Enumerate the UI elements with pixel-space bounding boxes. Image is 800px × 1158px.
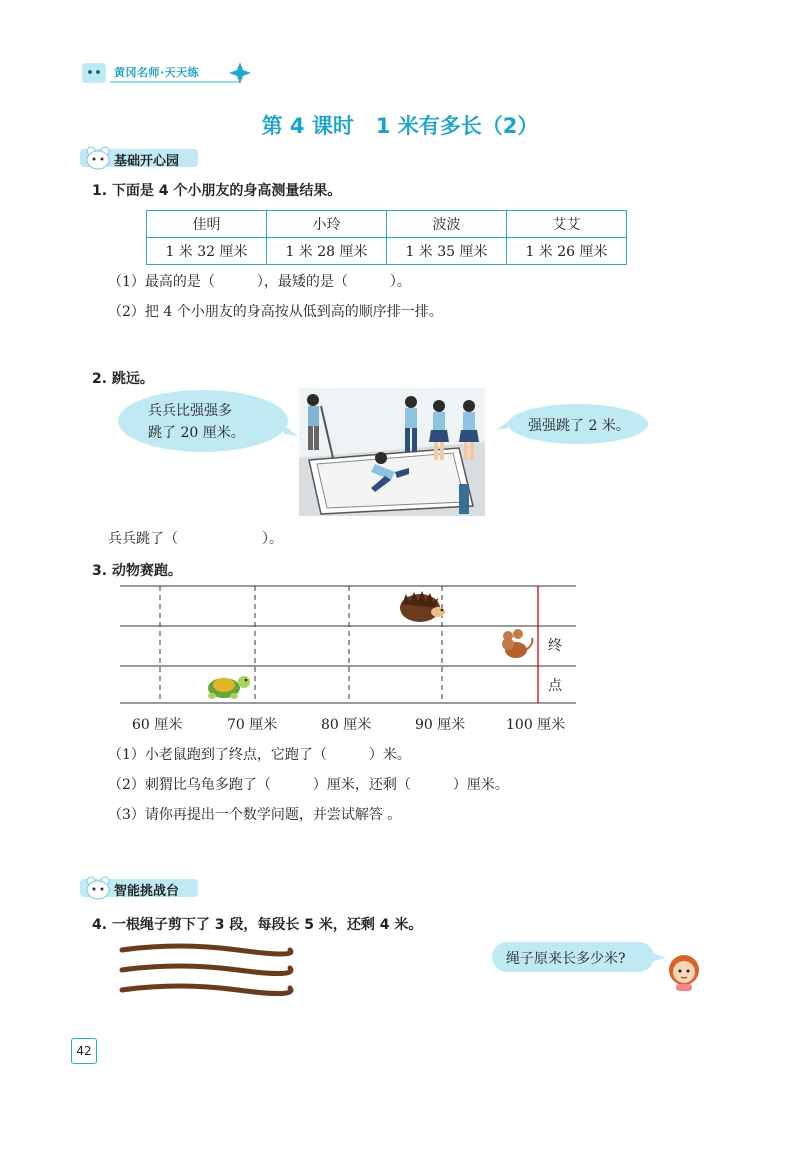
table-cell: 艾艾 <box>507 211 627 238</box>
q3-sub2: （2）刺猬比乌龟多跑了（ ）厘米，还剩（ ）厘米。 <box>108 777 509 793</box>
hedgehog-icon <box>400 591 445 622</box>
lesson-number: 第 4 课时 <box>261 114 354 138</box>
bear-icon <box>84 145 112 171</box>
bubble-right-text: 强强跳了 2 米。 <box>528 418 630 434</box>
ropes-illustration <box>118 940 294 998</box>
q2-prompt: 2. 跳远。 <box>92 371 154 387</box>
q1-sub1: （1）最高的是（ ），最矮的是（ ）。 <box>108 274 411 290</box>
mouse-icon <box>502 629 532 658</box>
axis-label: 100 厘米 <box>506 717 566 733</box>
table-cell: 波波 <box>387 211 507 238</box>
bubble-left-line2: 跳了 20 厘米。 <box>148 425 245 441</box>
table-cell: 1 米 28 厘米 <box>267 238 387 265</box>
table-cell: 佳明 <box>147 211 267 238</box>
bubble-left-line1: 兵兵比强强多 <box>148 403 232 419</box>
axis-label: 70 厘米 <box>227 717 278 733</box>
table-cell: 小玲 <box>267 211 387 238</box>
race-track-chart <box>120 584 580 714</box>
page-number: 42 <box>71 1038 97 1064</box>
q1-sub2: （2）把 4 个小朋友的身高按从低到高的顺序排一排。 <box>108 304 443 320</box>
bubble-tail-icon <box>282 424 298 438</box>
axis-label: 60 厘米 <box>132 717 183 733</box>
table-row <box>147 211 627 238</box>
q4-prompt: 4. 一根绳子剪下了 3 段，每段长 5 米，还剩 4 米。 <box>92 917 423 933</box>
turtle-icon <box>208 676 250 699</box>
girl-avatar-icon <box>664 952 704 992</box>
section-title-basic: 基础开心园 <box>114 154 180 169</box>
long-jump-illustration <box>299 388 485 516</box>
table-cell: 1 米 32 厘米 <box>147 238 267 265</box>
section-title-challenge: 智能挑战台 <box>114 884 180 899</box>
finish-label-1: 终 <box>548 638 562 654</box>
section-badge-challenge <box>80 875 200 901</box>
section-badge-basic <box>80 145 200 171</box>
table-row <box>147 238 627 265</box>
table-cell: 1 米 26 厘米 <box>507 238 627 265</box>
q4-bubble-text: 绳子原来长多少米? <box>506 951 626 967</box>
q2-answer: 兵兵跳了（ ）。 <box>108 531 283 547</box>
table-cell: 1 米 35 厘米 <box>387 238 507 265</box>
rope-segment-icon <box>122 966 291 974</box>
heights-table <box>146 210 627 265</box>
q1-prompt: 1. 下面是 4 个小朋友的身高测量结果。 <box>92 183 342 199</box>
speech-bubble-left <box>118 390 288 452</box>
speech-bubble-right <box>508 404 648 444</box>
q3-prompt: 3. 动物赛跑。 <box>92 563 182 579</box>
header-brand <box>80 58 260 88</box>
brand-text: 黄冈名师·天天练 <box>114 66 200 79</box>
speech-bubble-q4 <box>492 942 654 972</box>
finish-label-2: 点 <box>548 678 562 694</box>
lesson-name: 1 米有多长（2） <box>375 114 539 138</box>
q3-sub1: （1）小老鼠跑到了终点，它跑了（ ）米。 <box>108 747 411 763</box>
lesson-title <box>0 110 800 140</box>
rope-segment-icon <box>122 946 291 954</box>
bear-icon <box>84 875 112 901</box>
q3-sub3: （3）请你再提出一个数学问题，并尝试解答 。 <box>108 807 402 823</box>
bubble-tail-icon <box>496 420 510 432</box>
axis-label: 80 厘米 <box>321 717 372 733</box>
rope-segment-icon <box>122 986 291 994</box>
axis-label: 90 厘米 <box>415 717 466 733</box>
